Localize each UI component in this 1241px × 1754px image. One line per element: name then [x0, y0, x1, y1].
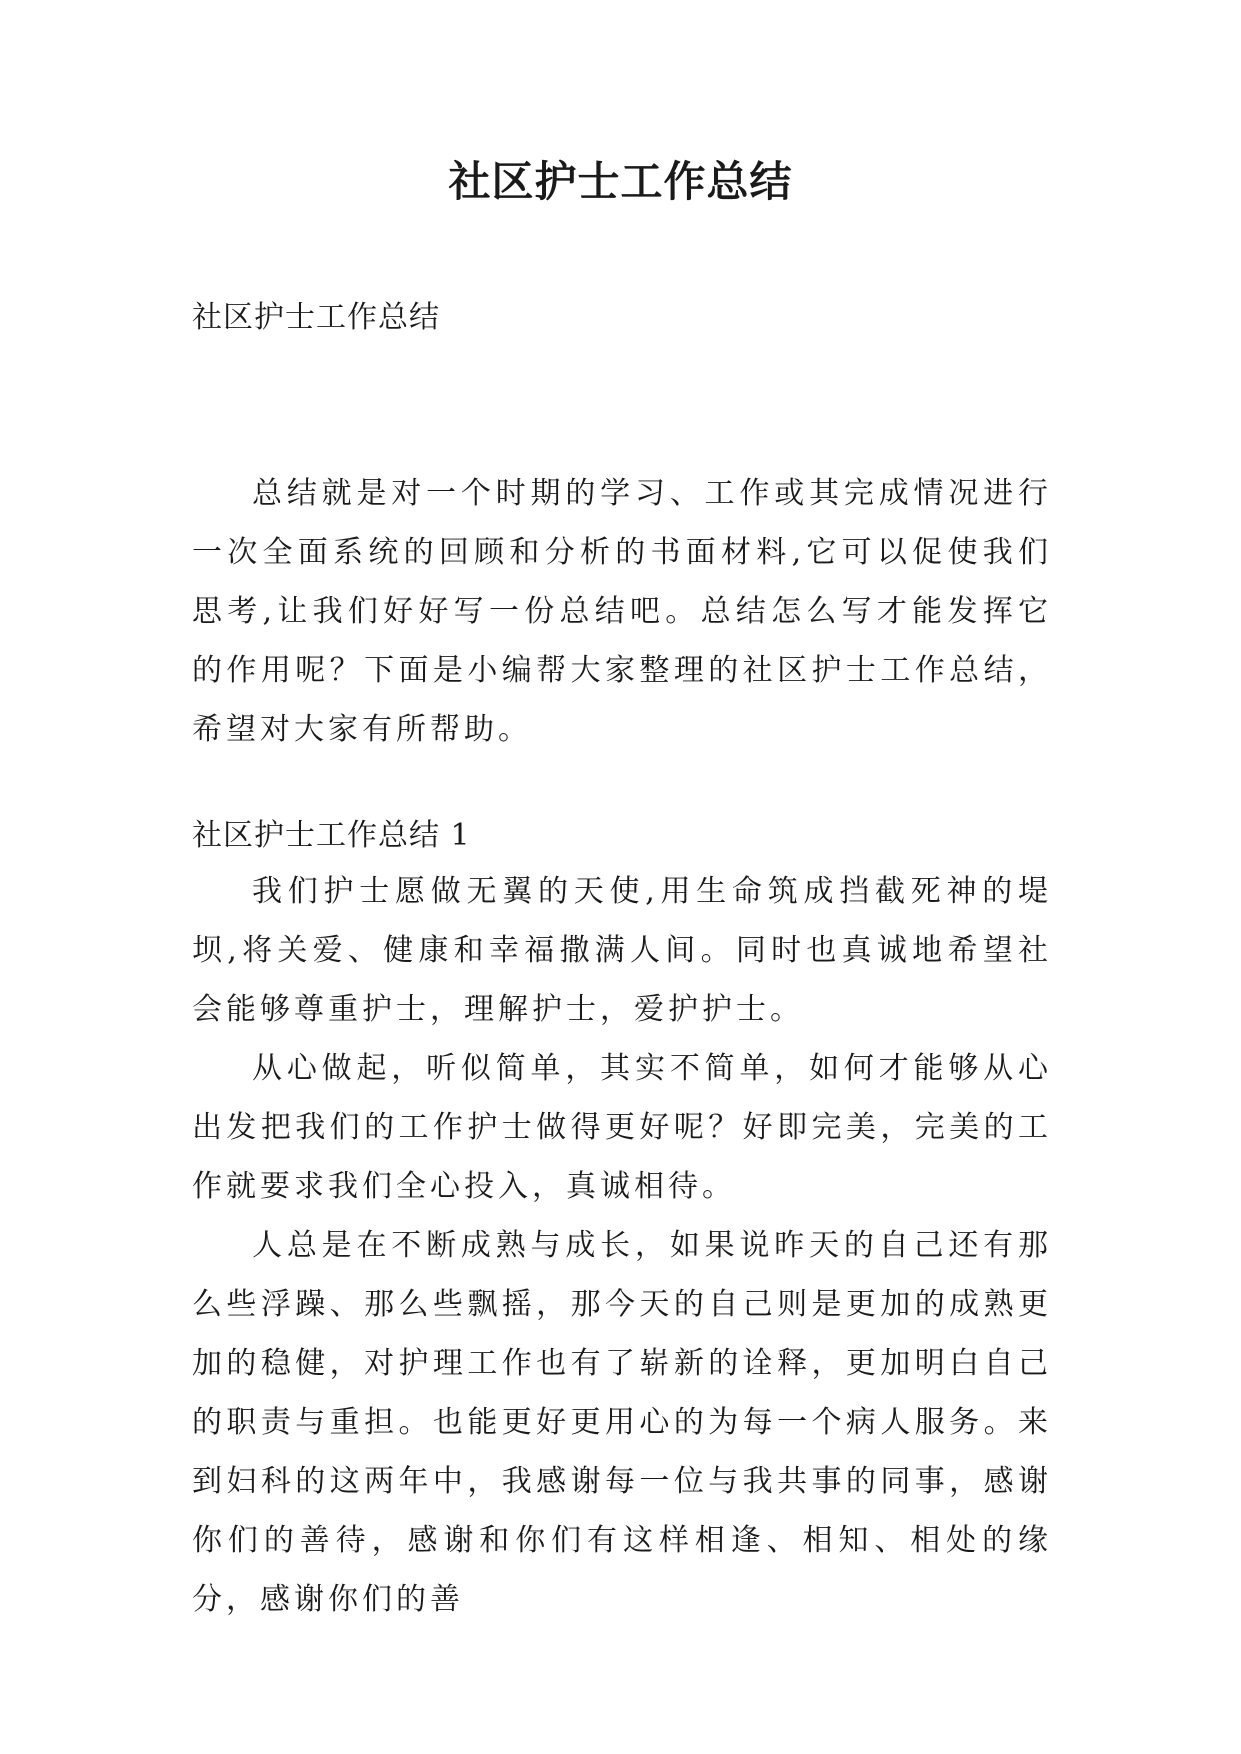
intro-block: [192, 464, 1052, 759]
intro-paragraph: 总结就是对一个时期的学习、工作或其完成情况进行一次全面系统的回顾和分析的书面材料,它可以促使我们思考,让我们好好写一份总结吧。总结怎么写才能发挥它的作用呢？下面是小编帮大家整理的社区护士工作总结，希望对大家有所帮助。: [192, 476, 1052, 747]
document-title: 社区护士工作总结: [448, 157, 793, 206]
section-heading: 社区护士工作总结 1: [192, 818, 471, 853]
body-paragraph: 从心做起，听似简单，其实不简单，如何才能够从心出发把我们的工作护士做得更好呢？好即完美，完美的工作就要求我们全心投入，真诚相待。: [192, 1051, 1052, 1204]
body-paragraph: 人总是在不断成熟与成长，如果说昨天的自己还有那么些浮躁、那么些飘摇，那今天的自己则是更加的成熟更加的稳健，对护理工作也有了崭新的诠释，更加明白自己的职责与重担。也能更好更用心的为每一个病人服务。来到妇科的这两年中，我感谢每一位与我共事的同事，感谢你们的善待，感谢和你们有这样相逢、相知、相处的缘分，感谢你们的善: [192, 1228, 1052, 1617]
document-subtitle: 社区护士工作总结: [192, 300, 440, 335]
body-paragraph: 我们护士愿做无翼的天使,用生命筑成挡截死神的堤坝,将关爱、健康和幸福撒满人间。同时也真诚地希望社会能够尊重护士，理解护士，爱护护士。: [192, 874, 1052, 1027]
section-body: [192, 862, 1052, 1629]
